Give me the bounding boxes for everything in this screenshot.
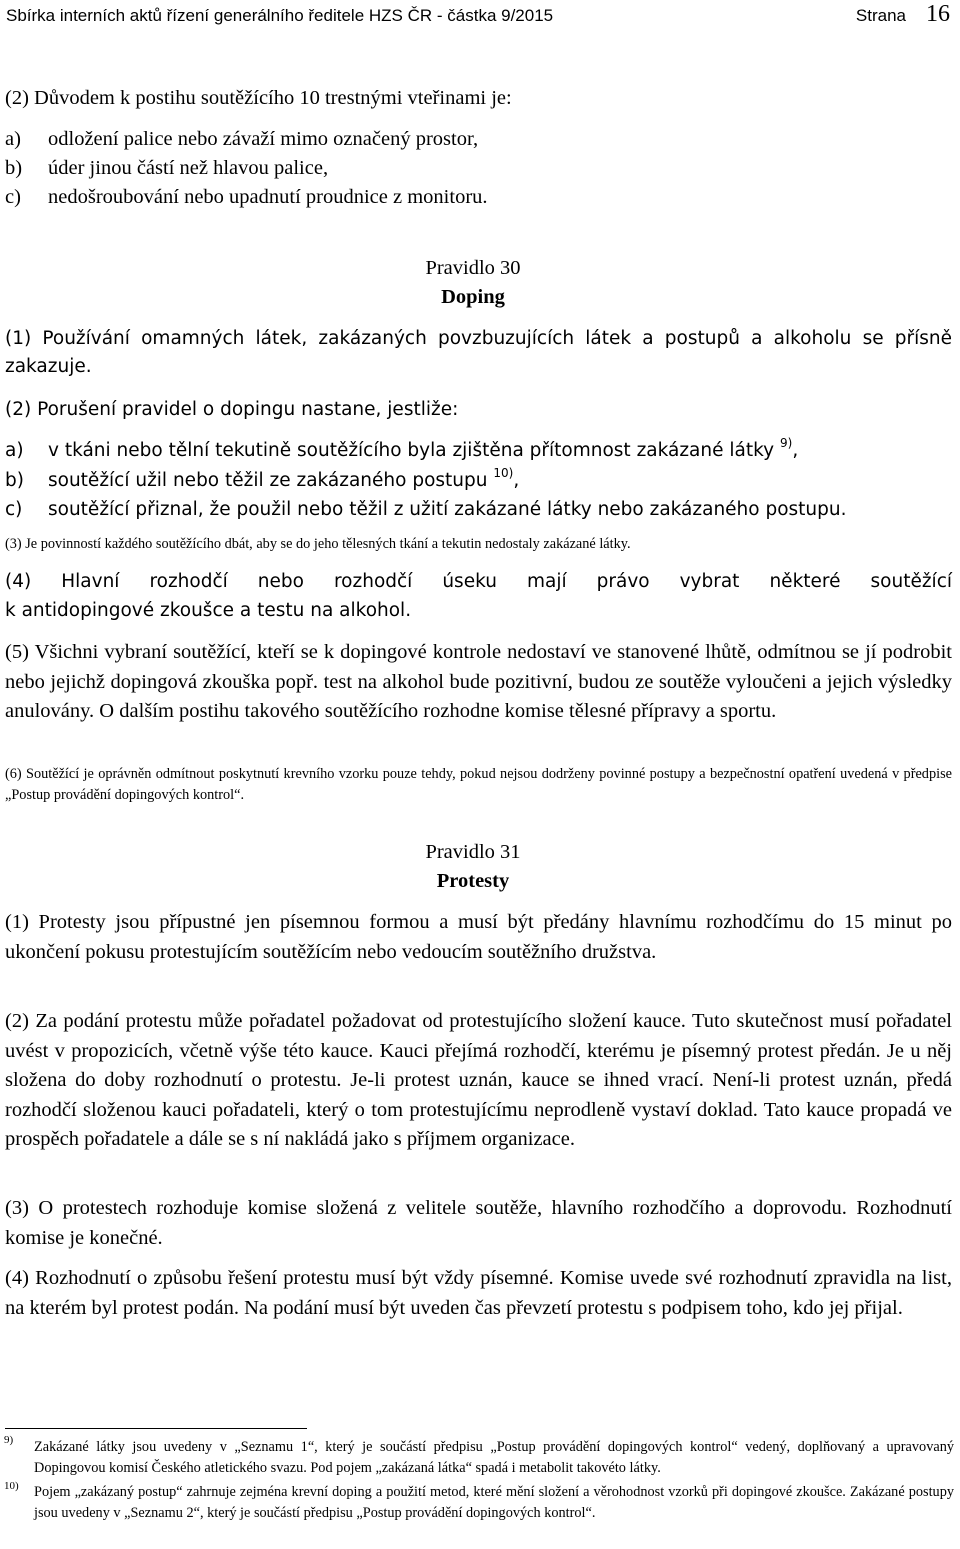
intro-paragraph-2: (2) Důvodem k postihu soutěžícího 10 trestnými vteřinami je: [5,87,512,109]
list-text: úder jinou částí než hlavou palice, [48,157,329,179]
rule-30-paragraph-4b: k antidopingové zkoušce a testu na alkohol. [5,600,412,621]
header-title: Sbírka interních aktů řízení generálního ředitele HZS ČR - částka 9/2015 [6,6,554,25]
rule-30-paragraph-3: (3) Je povinností každého soutěžícího dbát, aby se do jeho tělesných tkání a tekutin nedostaly zakázané látky. [5,536,631,552]
footnote-mark: 9) [4,1434,14,1446]
list-label: c) [5,186,21,208]
list-item [5,125,952,153]
list-punct: , [792,440,799,461]
list-label: a) [5,440,24,461]
rule-31-paragraph-3: (3) O protestech rozhoduje komise složená z velitele soutěže, hlavního rozhodčího a doprovodu. Rozhodnutí komise je konečné. [5,1197,952,1249]
list-text: odložení palice nebo závaží mimo označený prostor, [48,128,479,150]
rule-30-title: Doping [441,286,505,308]
rule-30-paragraph-5: (5) Všichni vybraní soutěžící, kteří se k dopingové kontrole nedostaví ve stanovené lhůtě, odmítnou se jí podrobit nebo jejichž dopingová zkouška popř. test na alkohol bude pozitivní, budou ze soutěže vyloučeni a jejich výsledky anulovány. O dalším postihu takového soutěžícího rozhodne komise tělesné přípravy a sportu. [5,641,952,722]
rule-30-paragraph-2: (2) Porušení pravidel o dopingu nastane, jestliže: [5,399,459,420]
list-text: v tkáni nebo tělní tekutině soutěžícího byla zjištěna přítomnost zakázané látky [48,440,775,461]
list-text: soutěžící přiznal, že použil nebo těžil z užití zakázané látky nebo zakázaného postupu. [48,499,847,520]
page-number: 16 [926,1,950,27]
list-item [5,154,952,182]
rule-31-number: Pravidlo 31 [425,841,521,863]
rule-31-title: Protesty [436,870,510,892]
list-text: nedošroubování nebo upadnutí proudnice z monitoru. [48,186,488,208]
list-item [5,437,952,465]
rule-30-paragraph-1: (1) Používání omamných látek, zakázaných povzbuzujících látek a postupů a alkoholu se přísně zakazuje. [5,328,952,377]
footnote-ref: 9) [780,436,793,450]
page-label: Strana [855,6,906,25]
rule-30-number: Pravidlo 30 [425,257,521,279]
rule-31-paragraph-1: (1) Protesty jsou přípustné jen písemnou formou a musí být předány hlavnímu rozhodčímu do 15 minut po ukončení pokusu protestujícím soutěžícím nebo vedoucím soutěžního družstva. [5,911,952,963]
list-item [5,496,952,524]
list-item [5,467,952,495]
footnote-mark: 10) [4,1480,19,1492]
list-label: b) [5,157,23,179]
rule-30-paragraph-4a: (4) Hlavní rozhodčí nebo rozhodčí úseku mají právo vybrat některé soutěžící [5,571,952,592]
footnote-9: Zakázané látky jsou uvedeny v „Seznamu 1“, který je součástí předpisu „Postup provádění dopingových kontrol“ vedený, doplňovaný a upravovaný Dopingovou komisí Českého atletického svazu. Pod pojem „zakázaná látka“ spadá i metabolit takovéto látky. [34,1439,954,1476]
footnote-ref: 10) [493,466,514,480]
list-label: b) [5,470,24,491]
list-item [5,183,952,211]
list-punct: , [513,470,520,491]
list-text: soutěžící užil nebo těžil ze zakázaného postupu [48,470,488,491]
list-label: a) [5,128,21,150]
rule-31-paragraph-4: (4) Rozhodnutí o způsobu řešení protestu musí být vždy písemné. Komise uvede své rozhodnutí zpravidla na list, na kterém byl protest podán. Na podání musí být uveden čas převzetí protestu s podpisem toho, kdo jej přijal. [5,1267,952,1319]
rule-30-paragraph-6: (6) Soutěžící je oprávněn odmítnout poskytnutí krevního vzorku pouze tehdy, pokud nejsou dodrženy povinné postupy a bezpečnostní opatření uvedená v předpise „Postup provádění dopingových kontrol“. [5,766,952,803]
footnote-10: Pojem „zakázaný postup“ zahrnuje zejména krevní doping a použití metod, které mění složení a věrohodnost vzorků při dopingové zkoušce. Zakázané postupy jsou uvedeny v „Seznamu 2“, který je součástí předpisu „Postup provádění dopingových kontrol“. [34,1484,954,1521]
list-label: c) [5,499,23,520]
page-header [4,1,954,28]
rule-31-paragraph-2: (2) Za podání protestu může pořadatel požadovat od protestujícího složení kauce. Tuto skutečnost musí pořadatel uvést v propozicích, včetně výše této kauce. Kauci přejímá rozhodčí, kterému je písemný protest předán. Je u něj složena do doby rozhodnutí o protestu. Je-li protest uznán, kauce se ihned vrací. Není-li protest uznán, předá rozhodčí složenou kauci pořadateli, který o tom protestujícímu neprodleně vystaví doklad. Tato kauce propadá ve prospěch pořadatele a dále se s ní nakládá jako s příjmem organizace. [5,1010,952,1150]
footnote-divider [5,1428,307,1429]
